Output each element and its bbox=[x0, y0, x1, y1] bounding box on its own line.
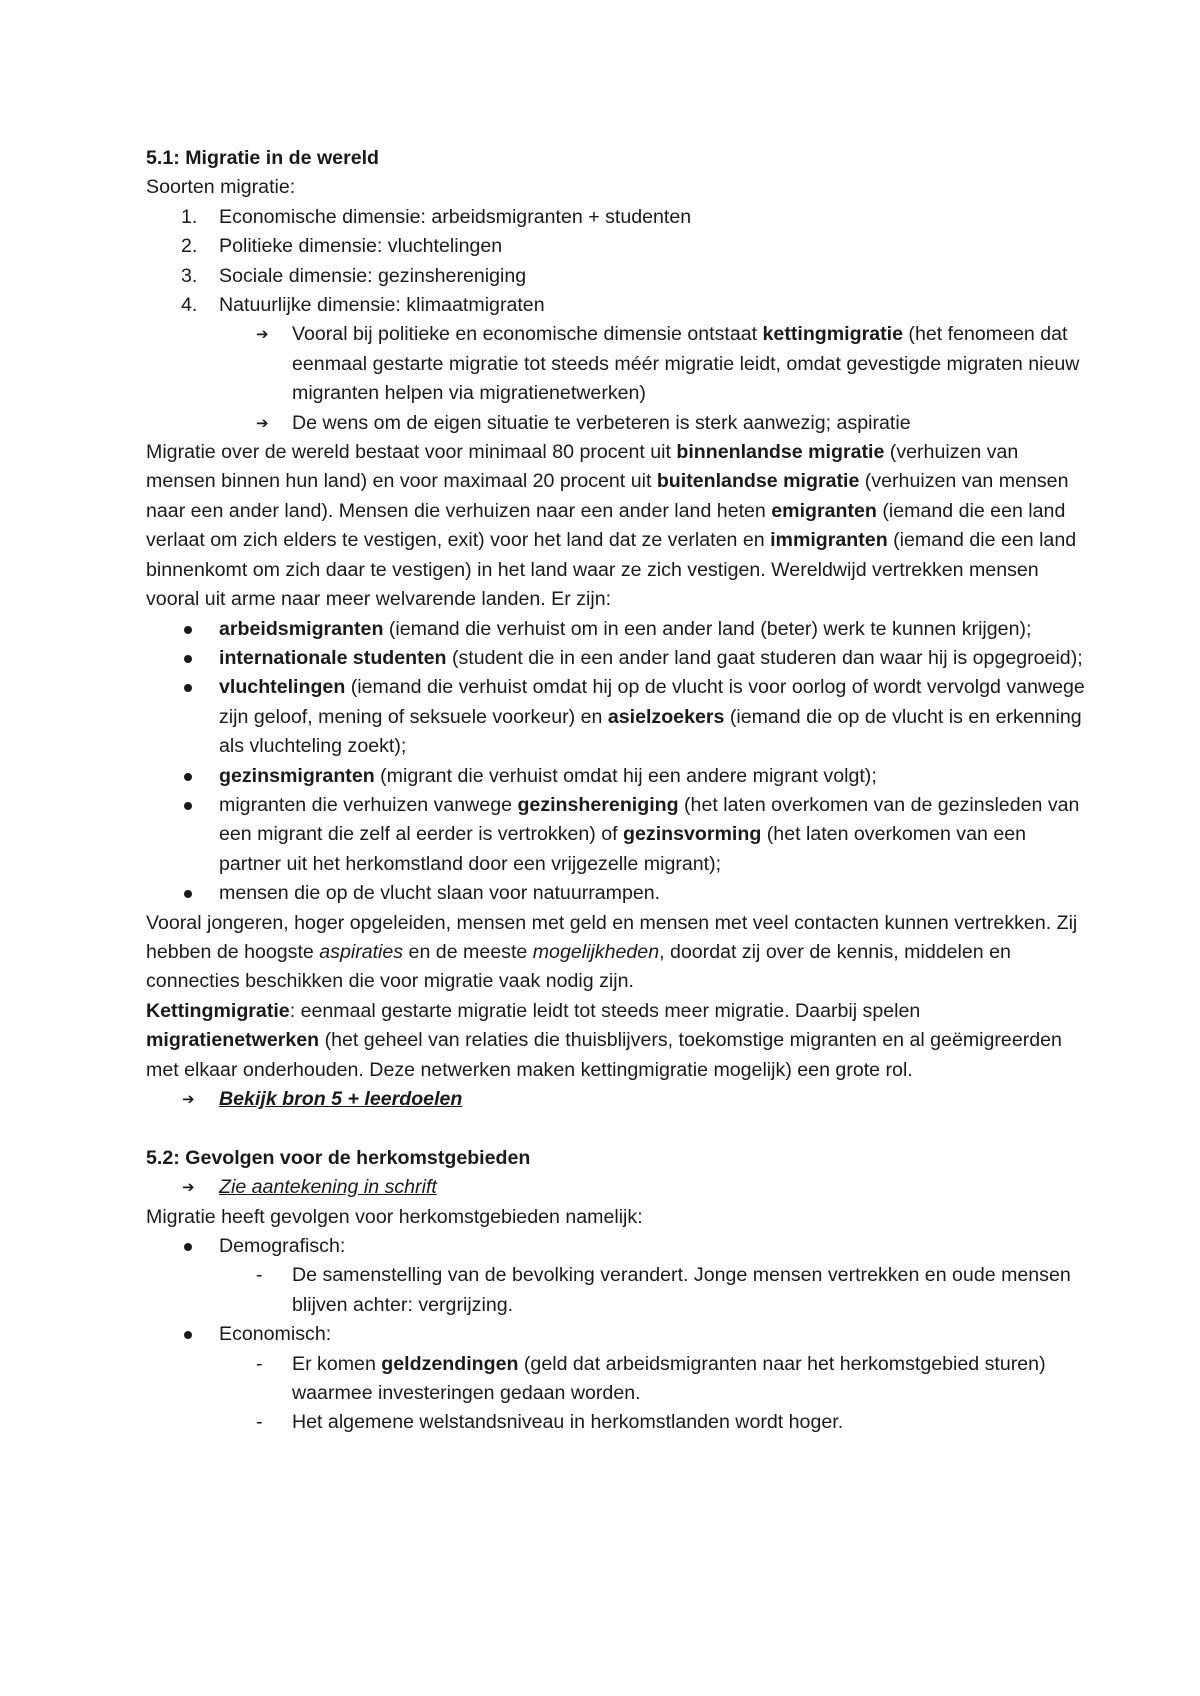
list-item: 2. Politieke dimensie: vluchtelingen bbox=[181, 235, 503, 258]
consequences-list-economic bbox=[146, 1320, 1086, 1349]
bullet-icon bbox=[184, 890, 192, 898]
arrow-note-aspiratie: ➔ De wens om de eigen situatie te verbeteren is sterk aanwezig; aspiratie bbox=[146, 409, 1086, 438]
list-item: migranten die verhuizen vanwege gezinshereniging (het laten overkomen van de gezinsleden van een migrant die zelf al eerder is vertrokken) of gezinsvorming (het laten overkomen van een partner uit het herkomstland door een vrijgezelle migrant); bbox=[146, 791, 1086, 879]
types-intro: Soorten migratie: bbox=[146, 176, 296, 199]
sub-item-geldzendingen: - Er komen geldzendingen (geld dat arbeidsmigranten naar het herkomstgebied sturen) waarmee investeringen gedaan worden. bbox=[146, 1350, 1086, 1409]
list-item: vluchtelingen (iemand die verhuist omdat hij op de vlucht is voor oorlog of wordt vervolgd vanwege zijn geloof, mening of seksuele voorkeur) en asielzoekers (iemand die op de vlucht is en erkenning als vluchteling zoekt); bbox=[146, 673, 1086, 761]
paragraph-migration-overview: Migratie over de wereld bestaat voor minimaal 80 procent uit binnenlandse migratie (verhuizen van mensen binnen hun land) en voor maximaal 20 procent uit buitenlandse migratie (verhuizen van mensen naar een ander land). Mensen die verhuizen naar een ander land heten emigranten (iemand die een land verlaat om zich elders te vestigen, exit) voor het land dat ze verlaten en immigranten (iemand die een land binnenkomt om zich daar te vestigen) in het land waar ze zich vestigen. Wereldwijd vertrekken mensen vooral uit arme naar meer welvarende landen. Er zijn: bbox=[146, 441, 1077, 611]
list-item: mensen die op de vlucht slaan voor natuurrampen. bbox=[146, 879, 1086, 908]
schrift-link[interactable]: Zie aantekening in schrift bbox=[219, 1176, 437, 1199]
paragraph-kettingmigratie: Kettingmigratie: eenmaal gestarte migratie leidt tot steeds meer migratie. Daarbij spelen migratienetwerken (het geheel van relaties die thuisblijvers, toekomstige migranten en al geëmigreerden met elkaar onderhouden. Deze netwerken maken kettingmigratie mogelijk) een grote rol. bbox=[146, 999, 1062, 1081]
dash-marker: - bbox=[256, 1264, 263, 1287]
section-heading-5-1: 5.1: Migratie in de wereld bbox=[146, 147, 380, 169]
list-item: 1. Economische dimensie: arbeidsmigranten + studenten bbox=[181, 205, 692, 228]
arrow-icon: ➔ bbox=[256, 413, 269, 432]
bullet-icon bbox=[184, 1331, 192, 1339]
sub-item-welstand: - Het algemene welstandsniveau in herkomstlanden wordt hoger. bbox=[146, 1408, 1086, 1437]
document-page bbox=[146, 144, 1086, 1438]
dash-marker: - bbox=[256, 1411, 263, 1434]
bullet-icon bbox=[184, 626, 192, 634]
bullet-icon bbox=[184, 773, 192, 781]
paragraph-who-migrates: Vooral jongeren, hoger opgeleiden, mensen met geld en mensen met veel contacten kunnen vertrekken. Zij hebben de hoogste aspiraties en de meeste mogelijkheden, doordat zij over de kennis, middelen en connecties beschikken die voor migratie vaak nodig zijn. bbox=[146, 911, 1078, 993]
arrow-icon: ➔ bbox=[256, 325, 269, 344]
arrow-icon: ➔ bbox=[182, 1090, 195, 1108]
sub-item-demografisch: - De samenstelling van de bevolking verandert. Jonge mensen vertrekken en oude mensen blijven achter: vergrijzing. bbox=[146, 1261, 1086, 1320]
list-item: gezinsmigranten (migrant die verhuist omdat hij een andere migrant volgt); bbox=[146, 762, 1086, 791]
bullet-icon bbox=[184, 655, 192, 663]
migration-types-list bbox=[146, 203, 1086, 321]
consequences-list bbox=[146, 1232, 1086, 1261]
list-item: Economisch: bbox=[146, 1320, 1086, 1349]
list-item: arbeidsmigranten (iemand die verhuist om in een ander land (beter) werk te kunnen krijgen); bbox=[146, 615, 1086, 644]
list-item: internationale studenten (student die in een ander land gaat studeren dan waar hij is opgegroeid); bbox=[146, 644, 1086, 673]
migrant-types-list bbox=[146, 615, 1086, 909]
bullet-icon bbox=[184, 802, 192, 810]
dash-marker: - bbox=[256, 1352, 263, 1375]
bullet-icon bbox=[184, 1243, 192, 1251]
arrow-icon: ➔ bbox=[182, 1178, 195, 1197]
list-item: 3. Sociale dimensie: gezinshereniging bbox=[181, 264, 527, 287]
consequences-intro: Migratie heeft gevolgen voor herkomstgebieden namelijk: bbox=[146, 1205, 643, 1228]
bron-link[interactable]: Bekijk bron 5 + leerdoelen bbox=[219, 1088, 463, 1110]
list-item: Demografisch: bbox=[146, 1232, 1086, 1261]
section-heading-5-2: 5.2: Gevolgen voor de herkomstgebieden bbox=[146, 1146, 531, 1169]
list-item: 4. Natuurlijke dimensie: klimaatmigraten bbox=[181, 294, 545, 317]
arrow-note-schrift bbox=[146, 1173, 1086, 1202]
bullet-icon bbox=[184, 684, 192, 692]
arrow-note-bron bbox=[146, 1085, 1086, 1114]
arrow-note-kettingmigratie: ➔ Vooral bij politieke en economische dimensie ontstaat kettingmigratie (het fenomeen dat eenmaal gestarte migratie tot steeds méér migratie leidt, omdat gevestigde migraten nieuw migranten helpen via migratienetwerken) bbox=[146, 320, 1086, 408]
